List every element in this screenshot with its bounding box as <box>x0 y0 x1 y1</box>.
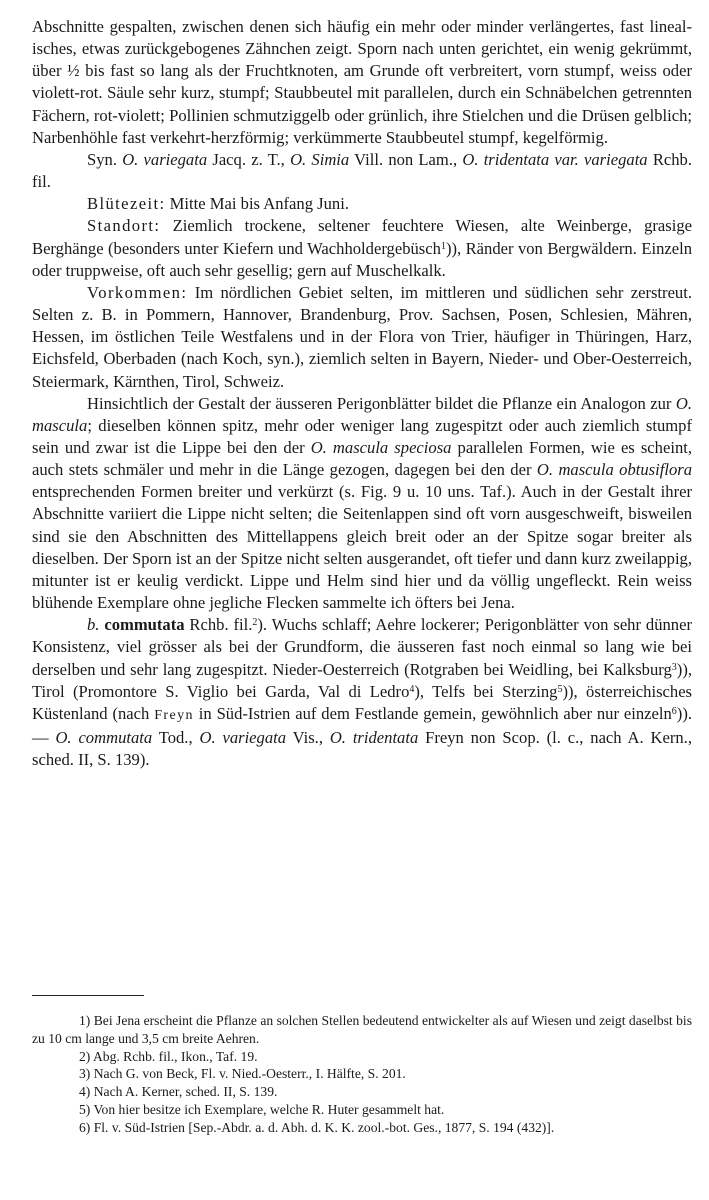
footnote-2: 2) Abg. Rchb. fil., Ikon., Taf. 19. <box>79 1048 258 1064</box>
taxon-name: O. mascula speciosa <box>310 437 452 457</box>
taxon-name: O. mascula <box>32 393 692 435</box>
variation-paragraph <box>32 393 692 615</box>
syn-text: Rchb. fil. <box>32 149 692 192</box>
flowering-label: Blütezeit: <box>87 194 166 214</box>
flowering-time-paragraph <box>32 193 692 215</box>
footnote-4: 4) Nach A. Kerner, sched. II, S. 139. <box>79 1084 278 1100</box>
variety-name: commutata <box>99 615 185 635</box>
flowering-text: Mitte Mai bis Anfang Juni. <box>165 194 349 214</box>
variation-text: ; dieselben können spitz, mehr oder weniger lang zugespitzt oder auch ziemlich stumpf sein und zwar ist die Lippe bei den der <box>32 415 692 457</box>
commutata-text: ), Telfs bei Sterzing <box>414 681 558 701</box>
variation-text: Hinsichtlich der Gestalt der äusseren Perigonblätter bildet die Pflanze ein Analogon zur <box>87 393 676 413</box>
footnote-ref: 6 <box>671 705 677 717</box>
syn-text: Vill. non Lam., <box>349 149 463 169</box>
occurrence-text: Im nördlichen Gebiet selten, im mittleren und südlichen sehr zerstreut. Selten z. B. in Pommern, Hannover, Brandenburg, Prov. Sachsen, Posen, Schlesien, Mähren, Hessen, im östlichen Teile Westfalens und in der Flora von Trier, häufiger in Thüringen, Harz, Eichsfeld, Oberbaden (nach Koch, syn.), ziemlich selten in Bayern, Nieder- und Ober-Oesterreich, Steiermark, Kärnthen, Tirol, Schweiz. <box>32 282 692 391</box>
footnote-6: 6) Fl. v. Süd-Istrien [Sep.-Abdr. a. d. Abh. d. K. K. zool.-bot. Ges., 1877, S. 194 (432)]. <box>79 1119 555 1135</box>
habitat-text: Ziemlich trockene, seltener feuchtere Wiesen, alte Weinberge, grasige Berghänge (besonders unter Kiefern und Wachholdergebüsch <box>32 216 692 258</box>
variation-text: entsprechenden Formen breiter und verkürzt (s. Fig. 9 u. 10 uns. Taf.). Auch in der Gestalt ihrer Abschnitte variiert die Lippe nicht selten; die Seitenlappen sind oft vorn ausgeschweift, bisweilen sind sie den Abschnitten des Mittellappens gleich breit oder an der Spitze sogar breiter als dieselben. Der Sporn ist an der Spitze nicht selten ausgerandet, oft tiefer und dann kurz zweilappig, mitunter ist er keulig verdickt. Lippe und Helm sind hier und da völlig ungefleckt. Rein weiss blühende Exemplare ohne jegliche Flecken sammelte ich öfters bei Jena. <box>32 482 692 613</box>
commutata-text: Tod., <box>152 728 200 747</box>
syn-taxon: O. Simia <box>290 149 350 169</box>
commutata-paragraph <box>32 614 692 771</box>
occurrence-label: Vorkommen: <box>87 282 188 302</box>
footnotes <box>32 1012 692 1137</box>
footnote-divider <box>32 995 144 996</box>
variety-letter: b. <box>87 615 100 635</box>
footnote-ref: 2 <box>252 617 258 629</box>
taxon-name: O. mascula obtusiflora <box>536 460 693 480</box>
commutata-text: )), Tirol (Promontore S. Viglio bei Garda, Val di Ledro <box>32 659 692 701</box>
habitat-paragraph <box>32 215 692 281</box>
occurrence-paragraph <box>32 282 692 393</box>
commutata-text: ). Wuchs schlaff; Aehre lockerer; Perigonblätter von sehr dünner Konsistenz, viel grösser als bei der Grundform, die äusseren fast noch einmal so lang wie bei derselben und sehr lang zugespitzt. Nieder-Oesterreich (Rotgraben bei Weidling, bei Kalksburg <box>32 615 692 679</box>
footnote-ref: 5 <box>557 683 563 695</box>
taxon-name: O. variegata <box>199 728 287 747</box>
variation-text: parallelen Formen, wie es scheint, auch stets schmäler und mehr in die Länge gezogen, dagegen bei den der <box>32 437 693 480</box>
footnote-ref: 4 <box>409 683 415 695</box>
footnote-3: 3) Nach G. von Beck, Fl. v. Nied.-Oesterr., I. Hälfte, S. 201. <box>79 1066 406 1082</box>
author-name: Freyn <box>154 707 194 723</box>
syn-taxon: O. variegata <box>122 149 208 169</box>
taxon-name: O. commutata <box>55 728 153 747</box>
commutata-text: Vis., <box>286 728 330 747</box>
commutata-text: )), österreichisches Küstenland (nach <box>32 681 693 723</box>
syn-text: Jacq. z. T., <box>207 149 291 169</box>
footnote-5: 5) Von hier besitze ich Exemplare, welche R. Huter gesammelt hat. <box>79 1101 445 1117</box>
commutata-text: )). — <box>32 703 692 747</box>
footnote-1: 1) Bei Jena erscheint die Pflanze an solchen Stellen bedeutend entwickelter als auf Wiesen und zeigt daselbst bis zu 10 cm lange und 3,5 cm breite Aehren. <box>32 1013 692 1046</box>
commutata-text: in Süd-Istrien auf dem Festlande gemein, gewöhnlich aber nur einzeln <box>193 703 672 723</box>
footnote-ref: 1 <box>440 240 446 252</box>
syn-taxon: O. tridentata var. variegata <box>462 149 648 169</box>
footnote-ref: 3 <box>671 661 677 673</box>
commutata-text: Freyn non Scop. (l. c., nach A. Kern., sched. II, S. 139). <box>32 728 692 770</box>
habitat-text: )), Ränder von Bergwäldern. Einzeln oder truppweise, oft auch sehr gesellig; gern auf Muschelkalk. <box>32 238 692 280</box>
description-paragraph: Abschnitte gespalten, zwischen denen sich häufig ein mehr oder minder verlängertes, fast linealisches, etwas zurückgebogenes Zähnchen zeigt. Sporn nach unten gerichtet, ein wenig gekrümmt, über ½ bis fast so lang als der Fruchtknoten, am Grunde oft verbreitert, vorn stumpf, weiss oder violett-rot. Säule sehr kurz, stumpf; Staubbeutel mit parallelen, durch ein Schnäbelchen getrennten Fächern, rot-violett; Pollinien schmutziggelb oder grünlich, ihre Stielchen und die Drüsen gelblich; Narbenhöhle fast verkehrt-herzförmig; verkümmerte Staubbeutel stumpf, kegelförmig. <box>32 17 692 147</box>
syn-text: Syn. <box>87 149 123 169</box>
taxon-name: O. tridentata <box>329 728 419 747</box>
commutata-text: Rchb. fil. <box>184 615 253 635</box>
habitat-label: Standort: <box>87 216 161 236</box>
synonyms-paragraph <box>32 149 692 193</box>
main-text <box>32 16 692 771</box>
